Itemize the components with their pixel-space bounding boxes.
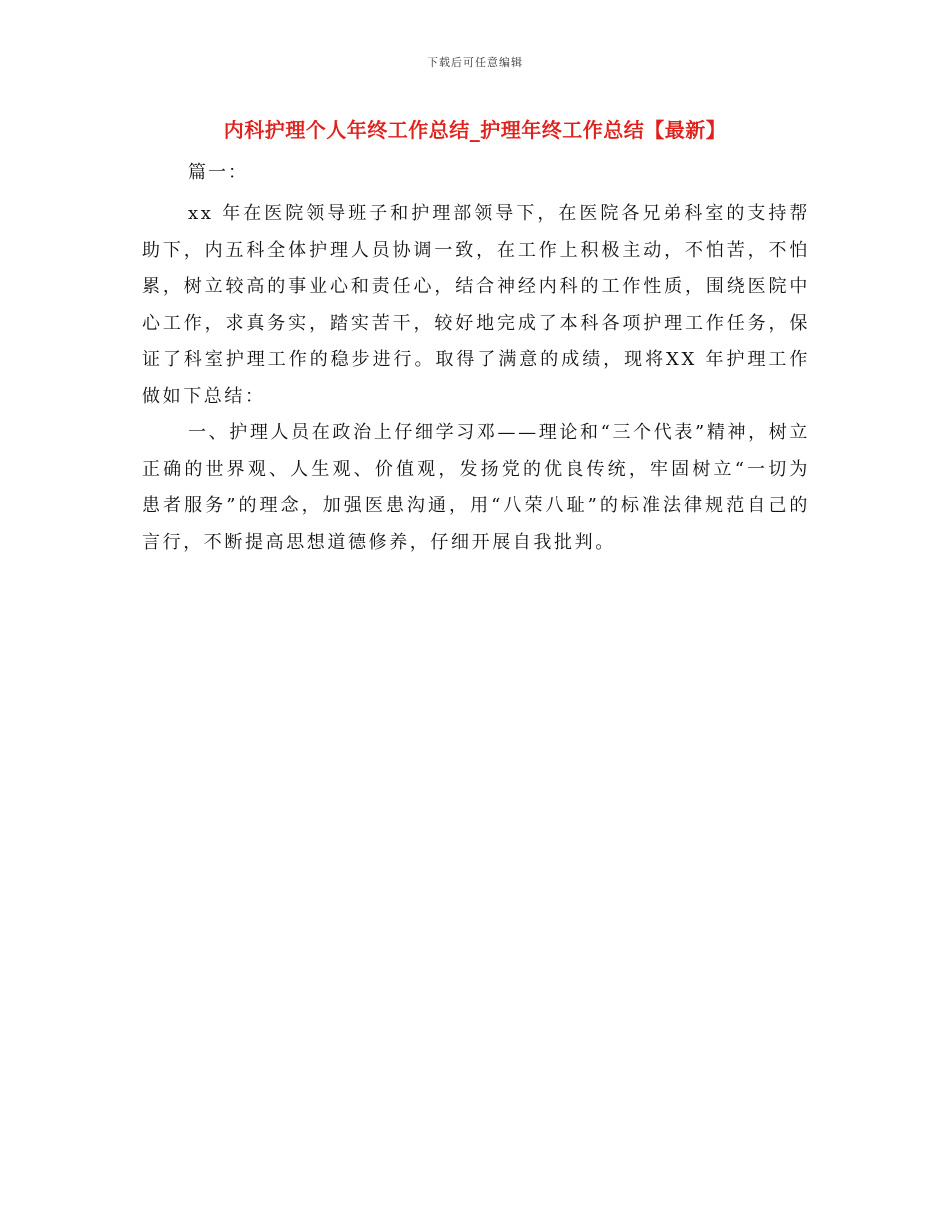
header-note: 下载后可任意编辑 bbox=[427, 56, 523, 69]
section-label: 篇一： bbox=[188, 162, 248, 183]
document-title: 内科护理个人年终工作总结_护理年终工作总结【最新】 bbox=[223, 118, 727, 142]
document-body bbox=[142, 160, 810, 561]
paragraph-intro: xx 年在医院领导班子和护理部领导下，在医院各兄弟科室的支持帮助下，内五科全体护理人员协调一致，在工作上积极主动，不怕苦，不怕累，树立较高的事业心和责任心，结合神经内科的工作性质，围绕医院中心工作，求真务实，踏实苦干，较好地完成了本科各项护理工作任务，保证了科室护理工作的稳步进行。取得了满意的成绩，现将XX 年护理工作做如下总结： bbox=[142, 203, 810, 407]
paragraph-section-one: 一、护理人员在政治上仔细学习邓——理论和“三个代表”精神，树立正确的世界观、人生观、价值观，发扬党的优良传统，牢固树立“一切为患者服务”的理念，加强医患沟通，用“八荣八耻”的标准法律规范自己的言行，不断提高思想道德修养，仔细开展自我批判。 bbox=[142, 422, 810, 553]
